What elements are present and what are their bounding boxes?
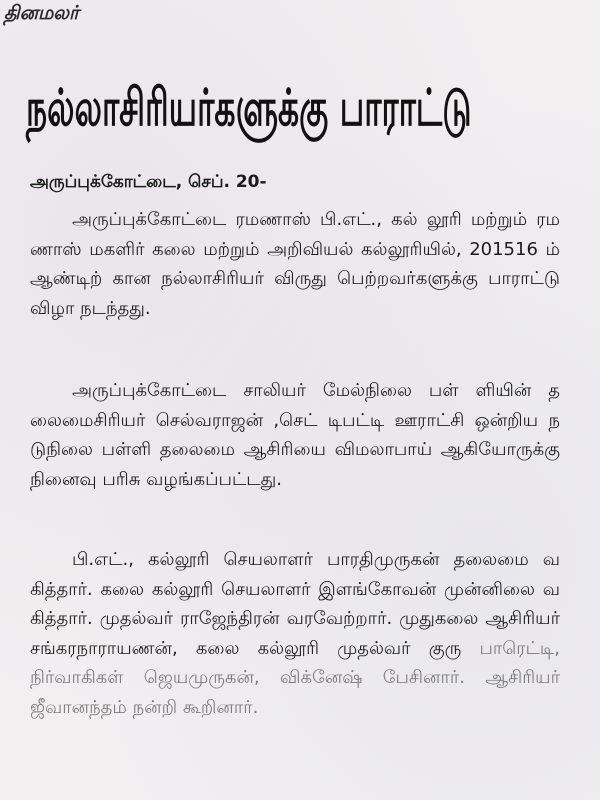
newspaper-masthead: தினமலர்: [4, 2, 79, 24]
paragraph-3-faded-text: பாரெட்டி, நிர்வாகிகள் ஜெயமுருகன், விக்னேஷ் பேசினார். ஆசிரியர் ஜீவானந்தம் நன்றி கூறினார்.: [30, 637, 560, 718]
paragraph-3-text: பி.எட்., கல்லூரி செயலாளர் பாரதிமுருகன் தலைமை வகித்தார். கலை கல்லூரி செயலாளர் இளங்கோவன் முன்னிலை வகித்தார். முதல்வர் ராஜேந்திரன் வரவேற்றார். முதுகலை ஆசிரியர் சங்கரநாராயணன், கலை கல்லூரி முதல்வர் குரு: [30, 549, 560, 659]
paragraph-1-text: அருப்புக்கோட்டை ரமணாஸ் பி.எட்., கல் லூரி மற்றும் ரமணாஸ் மகளிர் கலை மற்றும் அறிவியல் கல்லூரியில், 201516 ம் ஆண்டிற் கான நல்லாசிரியர் விருது பெற்றவர்களுக்கு பாராட்டு விழா நடந்தது.: [30, 209, 560, 319]
article-paragraph-1: [30, 205, 560, 323]
article-headline: நல்லாசிரியர்களுக்கு பாராட்டு: [26, 77, 472, 138]
article-paragraph-3: [30, 545, 560, 722]
article-dateline: அருப்புக்கோட்டை, செப். 20-: [30, 172, 267, 192]
article-paragraph-2: [30, 376, 560, 494]
paragraph-2-text: அருப்புக்கோட்டை சாலியர் மேல்நிலை பள் ளியின் தலைமைசிரியர் செல்வராஜன் ,செட் டிபட்டி ஊராட்சி ஒன்றிய நடுநிலை பள்ளி தலைமை ஆசிரியை விமலாபாய் ஆகியோருக்கு நினைவு பரிசு வழங்கப்பட்டது.: [30, 380, 560, 490]
